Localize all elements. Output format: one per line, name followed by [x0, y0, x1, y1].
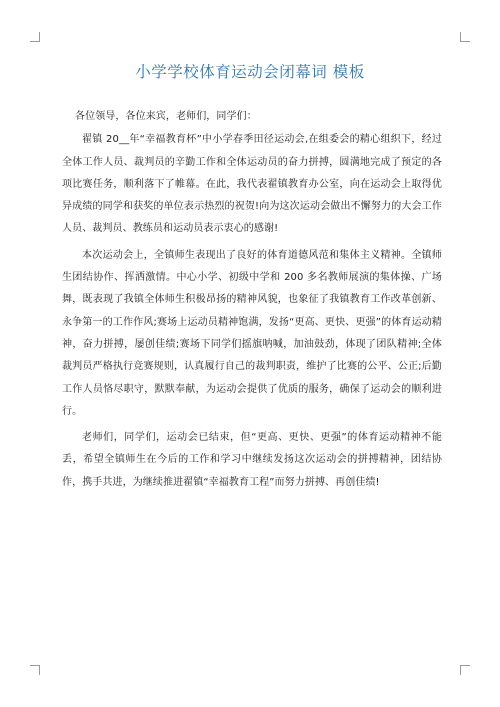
corner-mark-bottom-left — [30, 665, 40, 675]
greeting-paragraph: 各位领导，各位来宾，老师们，同学们： — [75, 111, 257, 122]
body-paragraph-1: 翟镇 20__年“幸福教育杯”中小学春季田径运动会,在组委会的精心组织下，经过全体工作人员、裁判员的辛勤工作和全体运动员的奋力拼搏，圆满地完成了预定的各项比赛任务，顺利落下了帷幕。在此，我代表翟镇教育办公室，向在运动会上取得优异成绩的同学和获奖的单位表示热烈的祝贺!向为这次运动会做出不懈努力的大会工作人员、裁判员、教练员和运动员表示衷心的感谢! — [62, 134, 442, 235]
document-body — [62, 106, 442, 498]
body-paragraph-3: 老师们，同学们，运动会已结束，但“更高、更快、更强”的体育运动精神不能丢，希望全镇师生在今后的工作和学习中继续发扬这次运动会的拼搏精神，团结协作，携手共进，为继续推进翟镇“幸福教育工程”而努力拼搏、再创佳绩! — [62, 432, 442, 488]
corner-mark-top-right — [460, 32, 470, 42]
corner-mark-bottom-right — [460, 665, 470, 675]
document-title: 小学学校体育运动会闭幕词 模板 — [135, 63, 365, 81]
body-paragraph-2: 本次运动会上，全镇师生表现出了良好的体育道德风范和集体主义精神。全镇师生团结协作、挥洒激情。中心小学、初级中学和 200 多名教师展演的集体操、广场舞，既表现了我镇全体师生积极昂扬的精神风貌，也象征了我镇教育工作改革创新、永争第一的工作作风;赛场上运动员精神饱满，发扬“更高、更快、更强”的体育运动精神，奋力拼搏，屡创佳绩;赛场下同学们摇旗呐喊，加油鼓劲，体现了团队精神;全体裁判员严格执行竞赛规则，认真履行自己的裁判职责，维护了比赛的公平、公正;后勤工作人员恪尽职守，默默奉献，为运动会提供了优质的服务，确保了运动会的顺利进行。 — [62, 249, 442, 417]
corner-mark-top-left — [30, 32, 40, 42]
